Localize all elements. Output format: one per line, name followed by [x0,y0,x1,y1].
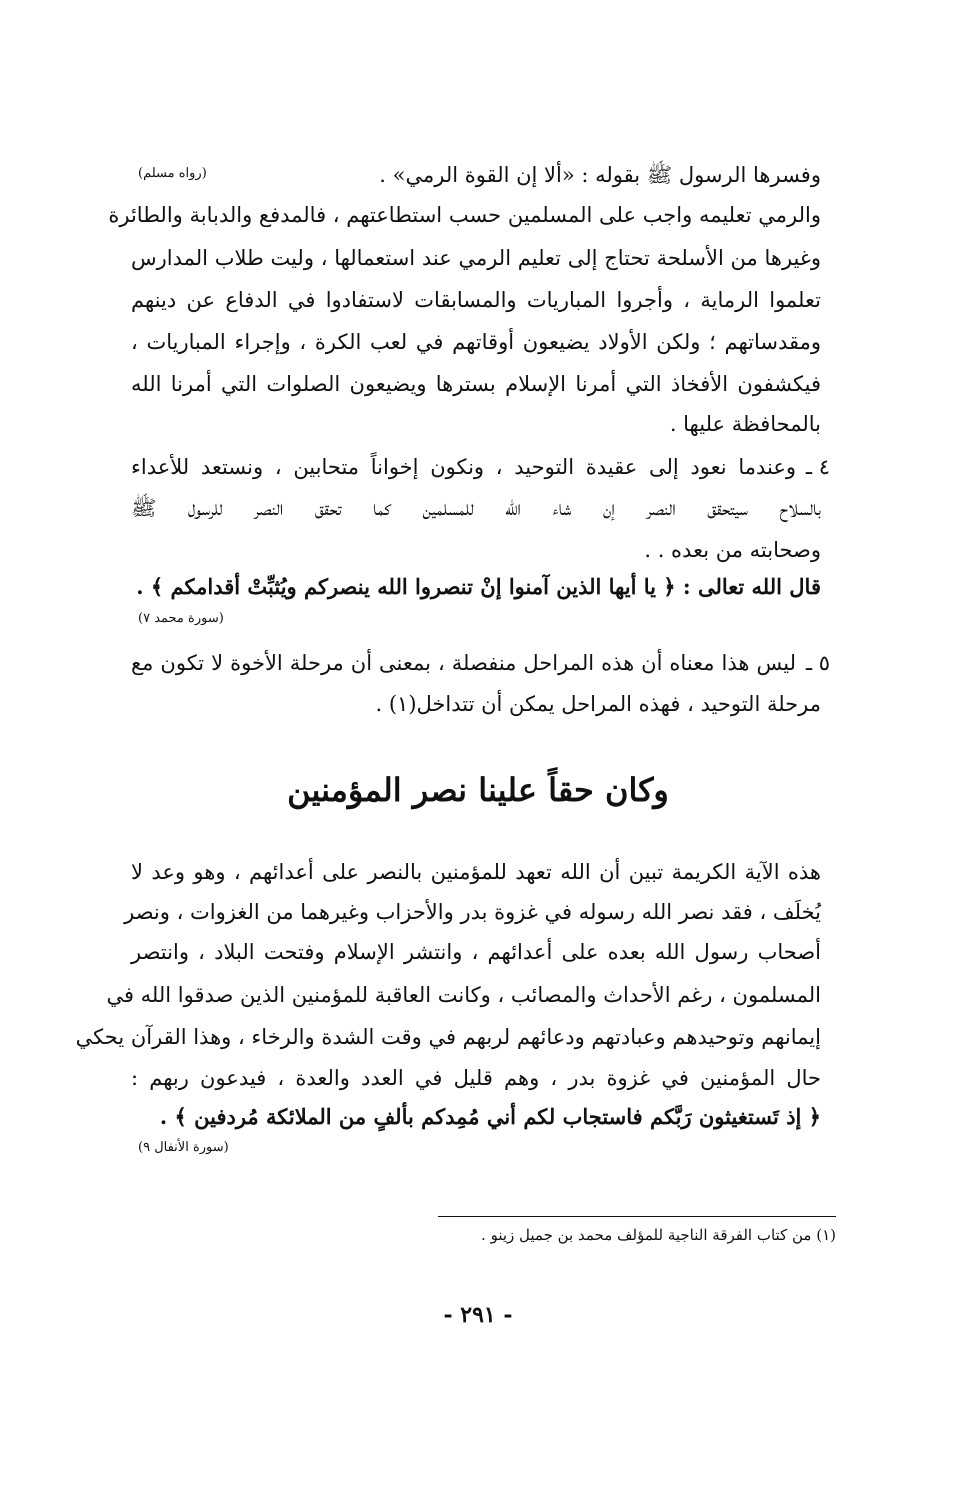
text-line: وغيرها من الأسلحة تحتاج إلى تعليم الرمي عند استعمالها ، وليت طلاب المدارس [131,246,821,270]
citation-anfal: (سورة الأنفال ٩) [138,1140,229,1155]
text-line: أصحاب رسول الله بعده على أعدائهم ، وانتشر الإسلام وفتحت البلاد ، وانتصر [131,940,821,964]
item-5-line: مرحلة التوحيد ، فهذه المراحل يمكن أن تتداخل(١) . [375,692,821,716]
text-line: المسلمون ، رغم الأحداث والمصائب ، وكانت العاقبة للمؤمنين الذين صدقوا الله في [106,983,821,1007]
footnote-divider [438,1216,836,1217]
text-line: تعلموا الرماية ، وأجروا المباريات والمسابقات لاستفادوا في الدفاع عن دينهم [131,288,821,312]
item-4-line: بالسلاح سيتحقق النصر إن شاء الله للمسلمين كما تحقق النصر للرسول ﷺ [131,496,821,520]
text-line: يُخلَف ، فقد نصر الله رسوله في غزوة بدر والأحزاب وغيرهما من الغزوات ، ونصر [124,900,821,924]
text-line: حال المؤمنين في غزوة بدر ، وهم قليل في العدد والعدة ، فيدعون ربهم : [131,1066,821,1090]
item-number-5: ٥ ـ [805,651,830,675]
section-heading: وكان حقاً علينا نصر المؤمنين [287,771,669,809]
text-line: فيكشفون الأفخاذ التي أمرنا الإسلام بسترها ويضيعون الصلوات التي أمرنا الله [131,372,821,396]
quran-quote-muhammad: قال الله تعالى : ﴿ يا أيها الذين آمنوا إنْ تنصروا الله ينصركم ويُثبِّتْ أقدامكم ﴾ . [136,574,821,599]
item-4-line: وعندما نعود إلى عقيدة التوحيد ، ونكون إخواناً متحابين ، ونستعد للأعداء [131,455,796,479]
page-number: - ٢٩١ - [443,1302,513,1328]
item-number-4: ٤ ـ [805,455,830,479]
item-5-line: ليس هذا معناه أن هذه المراحل منفصلة ، بمعنى أن مرحلة الأخوة لا تكون مع [131,651,796,675]
citation-muslim: (رواه مسلم) [138,166,207,181]
text-line: وفسرها الرسول ﷺ بقوله : «ألا إن القوة الرمي» . [379,163,821,187]
footnote: (١) من كتاب الفرقة الناجية للمؤلف محمد بن جميل زينو . [481,1226,836,1244]
text-line: هذه الآية الكريمة تبين أن الله تعهد للمؤمنين بالنصر على أعدائهم ، وهو وعد لا [131,860,821,884]
text-line: بالمحافظة عليها . [669,412,821,436]
citation-muhammad: (سورة محمد ٧) [138,611,224,626]
text-line: والرمي تعليمه واجب على المسلمين حسب استطاعتهم ، فالمدفع والدبابة والطائرة [108,203,821,227]
text-line: ومقدساتهم ؛ ولكن الأولاد يضيعون أوقاتهم في لعب الكرة ، وإجراء المباريات ، [131,330,821,354]
text-line: إيمانهم وتوحيدهم وعبادتهم ودعائهم لربهم في وقت الشدة والرخاء ، وهذا القرآن يحكي [75,1025,821,1049]
quran-quote-anfal: ﴿ إذ تَستغيثون رَبَّكم فاستجاب لكم أني مُمِدكم بألفٍ من الملائكة مُردفين ﴾ . [159,1104,821,1129]
item-4-line: وصحابته من بعده . . [644,538,821,562]
